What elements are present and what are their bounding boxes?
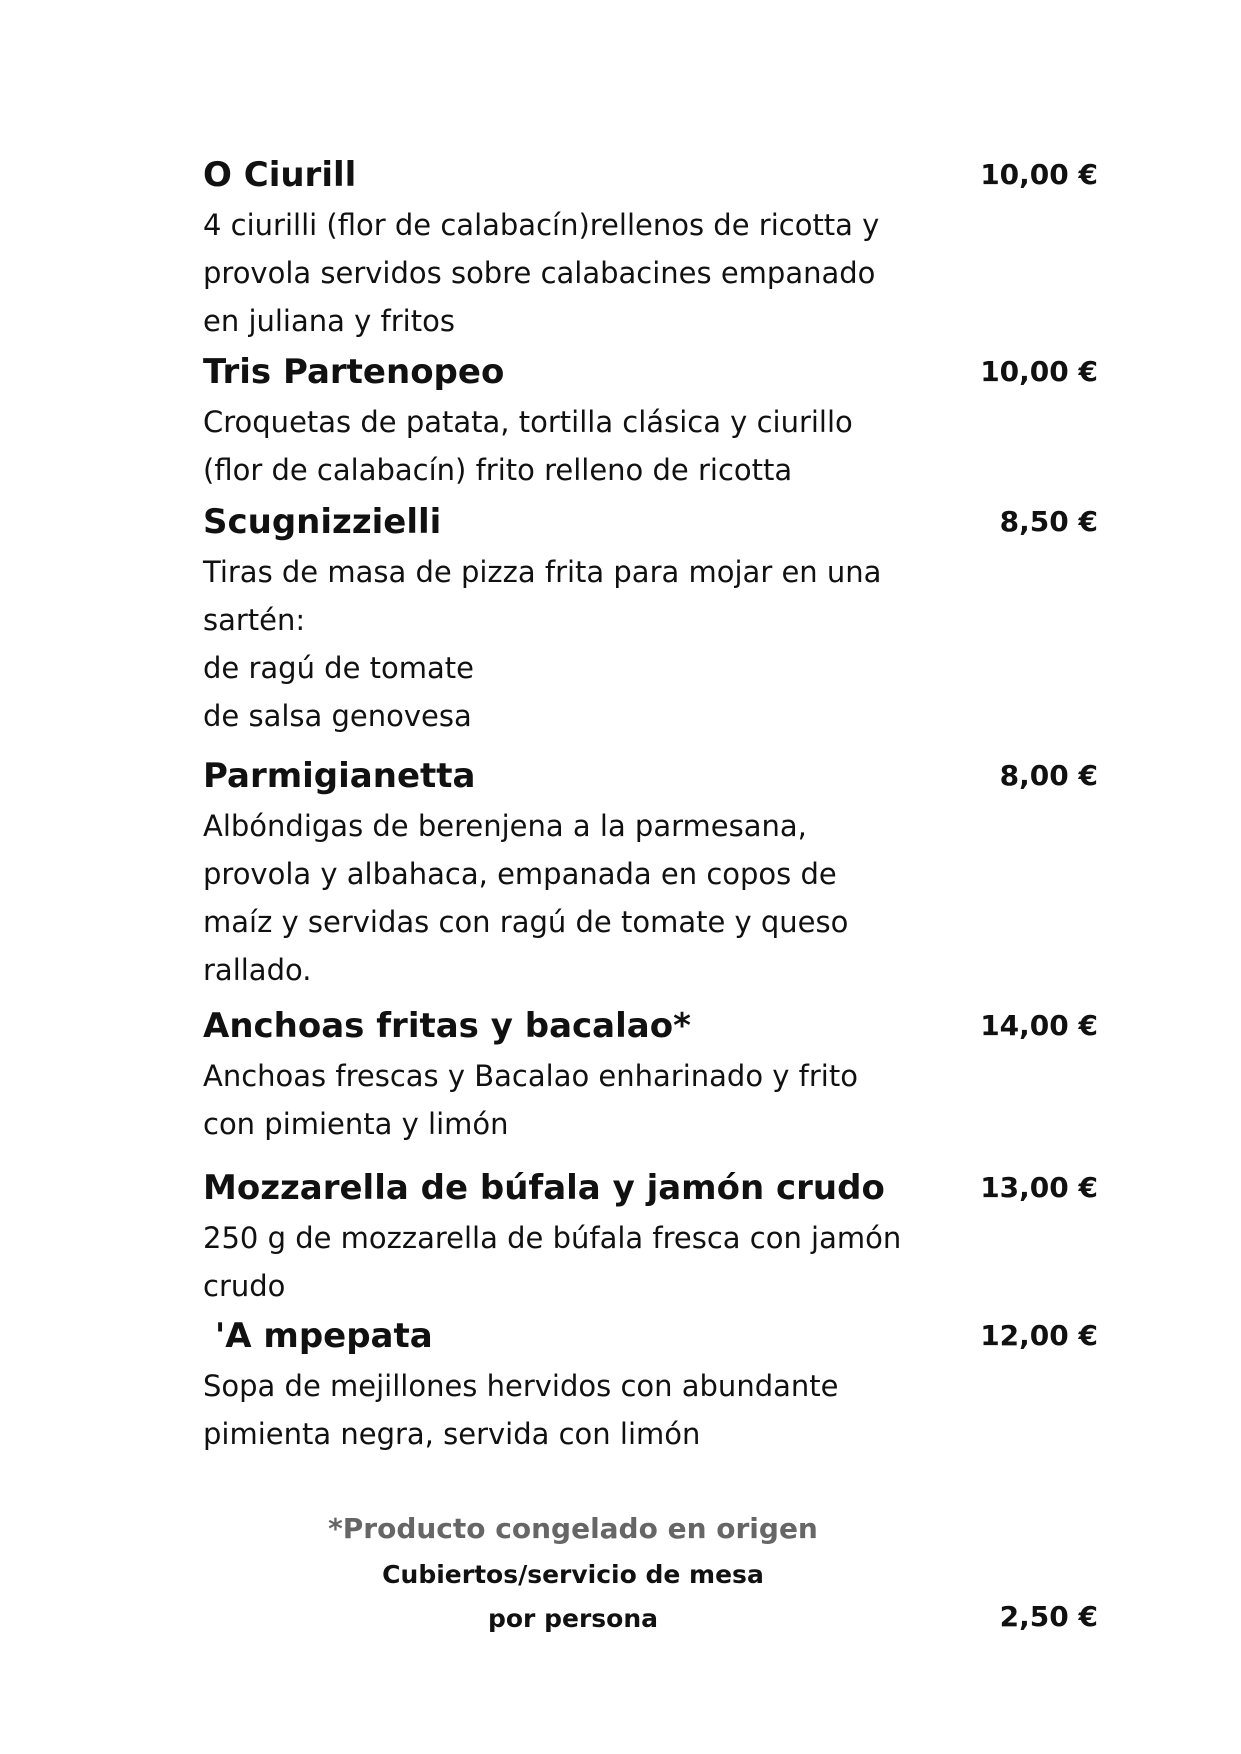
- item-name: Anchoas fritas y bacalao*: [203, 1006, 691, 1046]
- item-price: 14,00 €: [980, 1009, 1098, 1042]
- item-description: [203, 1362, 1098, 1458]
- description-line: sartén:: [203, 603, 306, 637]
- description-line: (flor de calabacín) frito relleno de ricotta: [203, 453, 793, 487]
- description-line: en juliana y fritos: [203, 304, 455, 338]
- item-description: [203, 1052, 1098, 1148]
- description-line: Albóndigas de berenjena a la parmesana,: [203, 809, 807, 843]
- item-description: [203, 548, 1098, 740]
- service-charge-price: 2,50 €: [999, 1600, 1098, 1633]
- service-charge-label: Cubiertos/servicio de mesa: [382, 1560, 764, 1589]
- item-description: [203, 201, 1098, 345]
- item-description: [203, 802, 1098, 994]
- description-line: de ragú de tomate: [203, 651, 474, 685]
- menu-item: [203, 155, 1098, 345]
- description-line: Croquetas de patata, tortilla clásica y ciurillo: [203, 405, 853, 439]
- item-name: O Ciurill: [203, 155, 357, 195]
- item-name: Mozzarella de búfala y jamón crudo: [203, 1168, 885, 1208]
- description-line: crudo: [203, 1269, 286, 1303]
- menu-item: [203, 1006, 1098, 1148]
- menu-item: [203, 1316, 1098, 1458]
- item-price: 10,00 €: [980, 158, 1098, 191]
- item-price: 10,00 €: [980, 355, 1098, 388]
- description-line: pimienta negra, servida con limón: [203, 1417, 701, 1451]
- item-name: Tris Partenopeo: [203, 352, 505, 392]
- item-price: 12,00 €: [980, 1319, 1098, 1352]
- description-line: 4 ciurilli (flor de calabacín)rellenos de ricotta y: [203, 208, 880, 242]
- description-line: rallado.: [203, 953, 312, 987]
- description-line: con pimienta y limón: [203, 1107, 509, 1141]
- frozen-product-note: *Producto congelado en origen: [328, 1512, 818, 1545]
- item-price: 8,50 €: [999, 505, 1098, 538]
- description-line: maíz y servidas con ragú de tomate y queso: [203, 905, 849, 939]
- item-description: [203, 1214, 1098, 1310]
- description-line: de salsa genovesa: [203, 699, 472, 733]
- description-line: provola servidos sobre calabacines empanado: [203, 256, 876, 290]
- description-line: provola y albahaca, empanada en copos de: [203, 857, 837, 891]
- description-line: 250 g de mozzarella de búfala fresca con jamón: [203, 1221, 902, 1255]
- item-description: [203, 398, 1098, 494]
- description-line: Tiras de masa de pizza frita para mojar en una: [203, 555, 882, 589]
- item-name: Parmigianetta: [203, 756, 476, 796]
- item-name: Scugnizzielli: [203, 502, 442, 542]
- item-price: 8,00 €: [999, 759, 1098, 792]
- menu-item: [203, 756, 1098, 994]
- description-line: Sopa de mejillones hervidos con abundante: [203, 1369, 839, 1403]
- menu-item: [203, 502, 1098, 740]
- description-line: Anchoas frescas y Bacalao enharinado y frito: [203, 1059, 858, 1093]
- service-charge-label-per-person: por persona: [487, 1604, 658, 1633]
- menu-item: [203, 1168, 1098, 1310]
- item-price: 13,00 €: [980, 1171, 1098, 1204]
- menu-item: [203, 352, 1098, 494]
- item-name: 'A mpepata: [203, 1316, 433, 1356]
